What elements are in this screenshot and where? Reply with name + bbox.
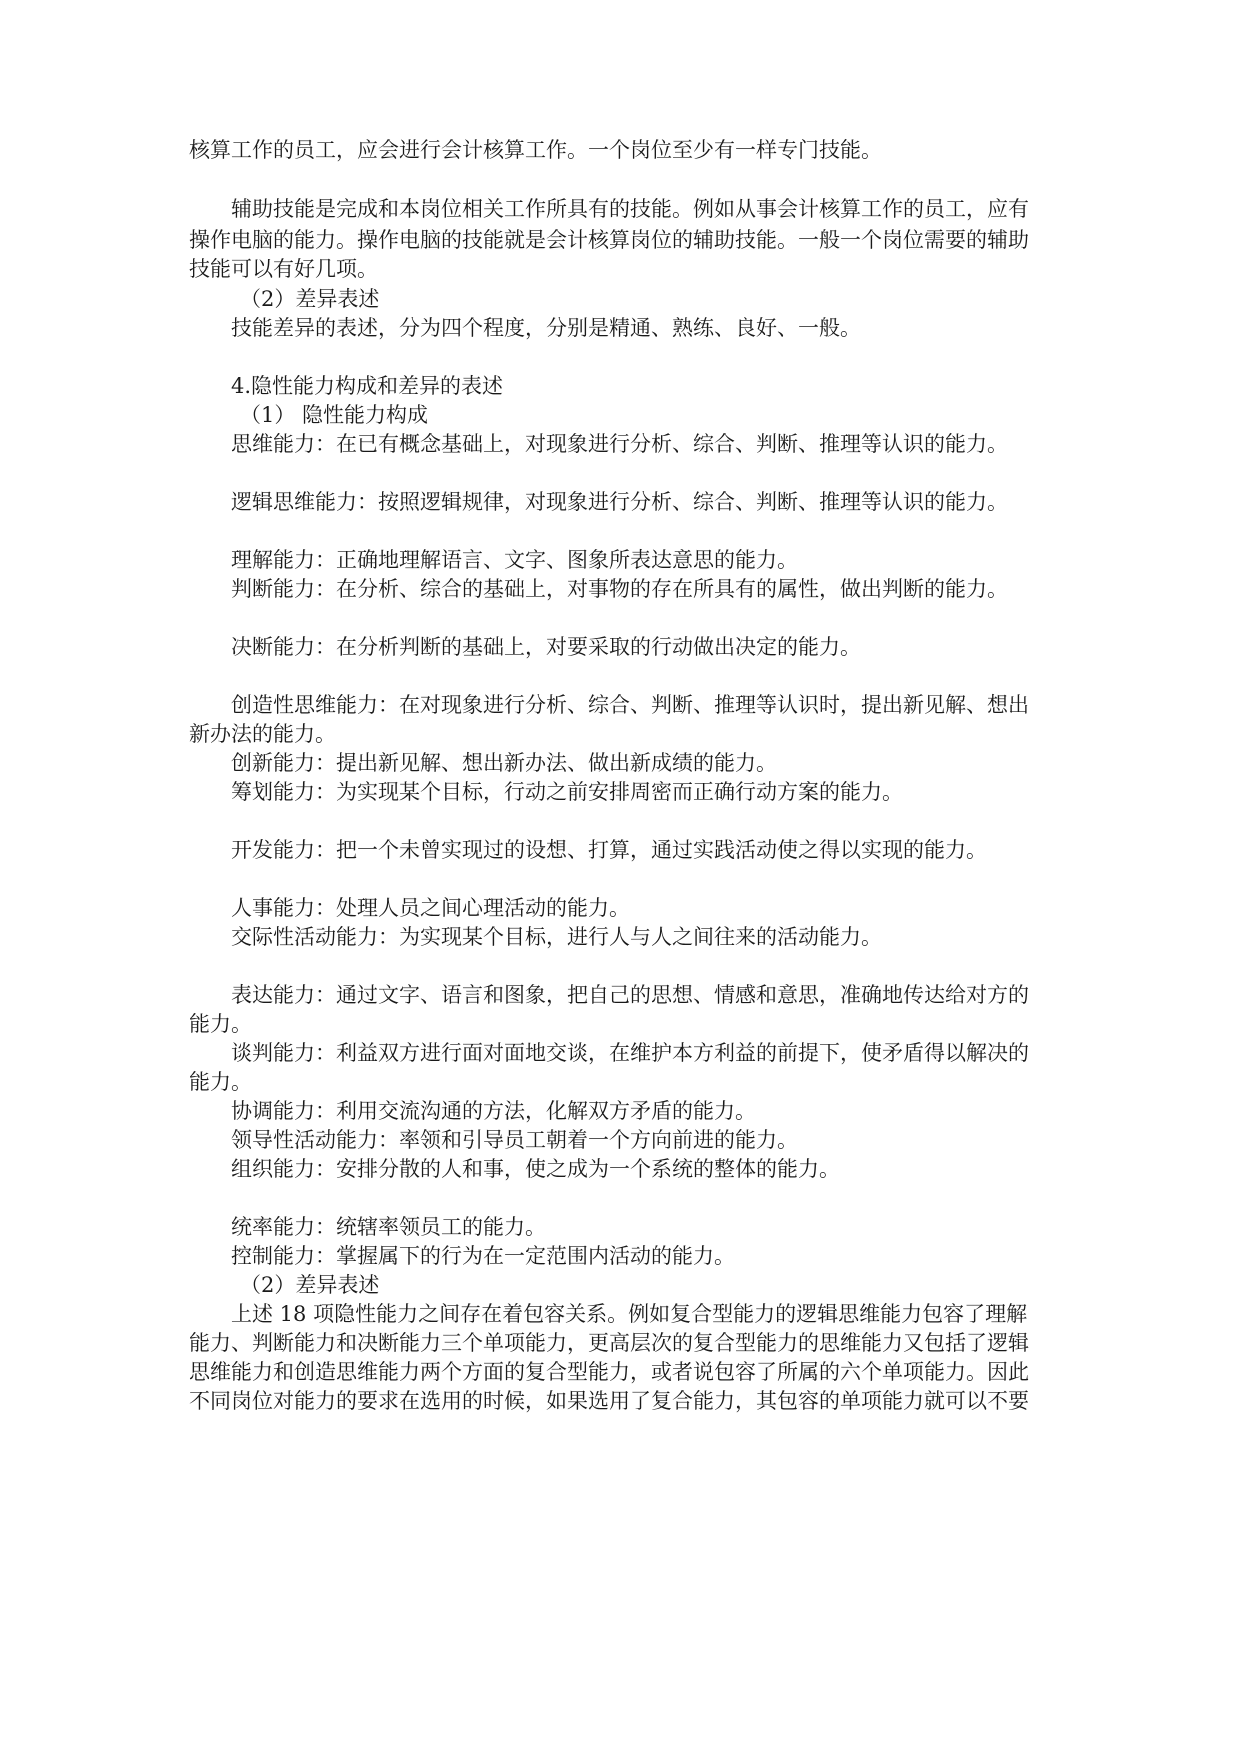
text-line: 筹划能力：为实现某个目标，行动之前安排周密而正确行动方案的能力。	[231, 780, 903, 804]
text-line: 领导性活动能力：率领和引导员工朝着一个方向前进的能力。	[231, 1128, 798, 1152]
text-line: 不同岗位对能力的要求在选用的时候，如果选用了复合能力，其包容的单项能力就可以不要	[189, 1389, 1029, 1413]
text-line: 交际性活动能力：为实现某个目标，进行人与人之间往来的活动能力。	[231, 925, 882, 949]
text-line: 开发能力：把一个未曾实现过的设想、打算，通过实践活动使之得以实现的能力。	[231, 838, 987, 862]
text-line: 能力、判断能力和决断能力三个单项能力，更高层次的复合型能力的思维能力又包括了逻辑	[189, 1331, 1029, 1355]
section-heading: （2）差异表述	[240, 1273, 380, 1297]
section-heading: （2）差异表述	[240, 287, 380, 311]
text-line: 判断能力：在分析、综合的基础上，对事物的存在所具有的属性，做出判断的能力。	[231, 577, 1008, 601]
text-line: 创新能力：提出新见解、想出新办法、做出新成绩的能力。	[231, 751, 777, 775]
text-line: 表达能力：通过文字、语言和图象，把自己的思想、情感和意思，准确地传达给对方的	[231, 983, 1029, 1007]
text-line: 技能可以有好几项。	[189, 257, 378, 281]
text-line: 逻辑思维能力：按照逻辑规律，对现象进行分析、综合、判断、推理等认识的能力。	[231, 490, 1008, 514]
text-line: 思维能力和创造思维能力两个方面的复合型能力，或者说包容了所属的六个单项能力。因此	[189, 1360, 1029, 1384]
text-line: 谈判能力：利益双方进行面对面地交谈，在维护本方利益的前提下，使矛盾得以解决的	[231, 1041, 1029, 1065]
section-heading: 4.隐性能力构成和差异的表述	[231, 374, 504, 398]
text-line: 操作电脑的能力。操作电脑的技能就是会计核算岗位的辅助技能。一般一个岗位需要的辅助	[189, 228, 1029, 252]
text-line: 能力。	[189, 1012, 252, 1036]
text-line: 决断能力：在分析判断的基础上，对要采取的行动做出决定的能力。	[231, 635, 861, 659]
text-line: 理解能力：正确地理解语言、文字、图象所表达意思的能力。	[231, 548, 798, 572]
text-line: 组织能力：安排分散的人和事，使之成为一个系统的整体的能力。	[231, 1157, 840, 1181]
text-line: 协调能力：利用交流沟通的方法，化解双方矛盾的能力。	[231, 1099, 756, 1123]
text-line: 新办法的能力。	[189, 722, 336, 746]
text-line: 上述 18 项隐性能力之间存在着包容关系。例如复合型能力的逻辑思维能力包容了理解	[231, 1302, 1028, 1326]
text-line: 人事能力：处理人员之间心理活动的能力。	[231, 896, 630, 920]
text-line: 创造性思维能力：在对现象进行分析、综合、判断、推理等认识时，提出新见解、想出	[231, 693, 1029, 717]
text-line: 辅助技能是完成和本岗位相关工作所具有的技能。例如从事会计核算工作的员工，应有	[231, 197, 1029, 221]
text-line: 控制能力：掌握属下的行为在一定范围内活动的能力。	[231, 1244, 735, 1268]
text-line: 思维能力：在已有概念基础上，对现象进行分析、综合、判断、推理等认识的能力。	[231, 432, 1008, 456]
text-line: 能力。	[189, 1070, 252, 1094]
text-line: 核算工作的员工，应会进行会计核算工作。一个岗位至少有一样专门技能。	[189, 138, 882, 162]
text-line: 统率能力：统辖率领员工的能力。	[231, 1215, 546, 1239]
text-line: 技能差异的表述，分为四个程度，分别是精通、熟练、良好、一般。	[231, 316, 861, 340]
section-heading: （1） 隐性能力构成	[240, 403, 429, 427]
